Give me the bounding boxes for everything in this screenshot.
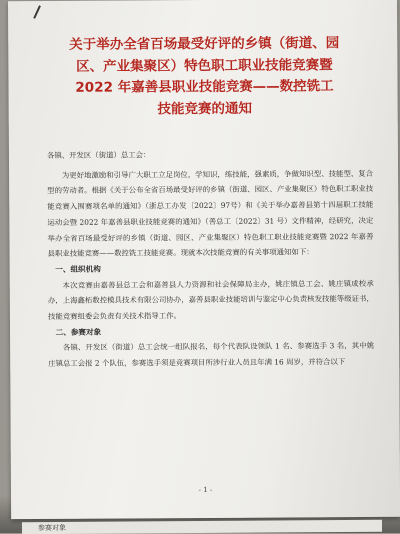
paragraph-intro: 为更好地激励和引导广大职工立足岗位，学知识，练技能，强素质，争做知识型、技能型、复合型的劳动者。根据《关于公布全省百场最受好评的乡镇（街道、园区、产业集聚区）特色职工职业技能竞赛入围赛项名单的通知》（浙总工办发〔2022〕97号）和《关于举办嘉善县第十四届职工技能运动会暨 2022 年嘉善县职业技能竞赛的通知》（善总工〔2022〕31 号）文件精神，经研究，决定举办全省百场最受好评的乡镇（街道、园区、产业集聚区）特色职工职业技能竞赛暨 2022 年嘉善县职业技能竞赛——数控铣工技能竞赛。现就本次技能竞赛的有关事项通知如下： [47,168,374,259]
section-heading-participants: 二、参赛对象 [55,327,102,337]
page-number: - 1 - [198,485,213,495]
pen-mark [33,5,41,19]
salutation: 各镇、开发区（街道）总工会： [46,150,151,160]
paragraph-organization: 本次竞赛由嘉善县总工会和嘉善县人力资源和社会保障局主办，姚庄镇总工会、姚庄镇成校承办，上海鑫柘数控模具技术有限公司协办，嘉善县职业技能培训与鉴定中心负责核发技能等级证书，技能竞赛组委会负责有关技术指导工作。 [47,278,374,321]
next-page-peek: 参赛对象 [22,520,382,534]
title-line: 2022 年嘉善县职业技能竞赛——数控铣工 [75,78,334,96]
paragraph-participants: 各镇、开发区（街道）总工会统一组队报名，每个代表队设领队 1 名、参赛选手 3 名，其中姚庄镇总工会报 2 个队伍，参赛选手须是竞赛项目所涉行业人员且年满 16 周岁，并符合以下 [48,341,375,369]
title-line: 关于举办全省百场最受好评的乡镇（街道、园 [69,35,340,53]
title-line: 区、产业集聚区）特色职工职业技能竞赛暨 [76,56,333,75]
document-title [28,33,381,121]
document-body [47,146,374,372]
section-heading-organization: 一、组织机构 [55,264,101,274]
title-line: 技能竞赛的通知 [157,100,252,117]
document-page [8,0,400,519]
